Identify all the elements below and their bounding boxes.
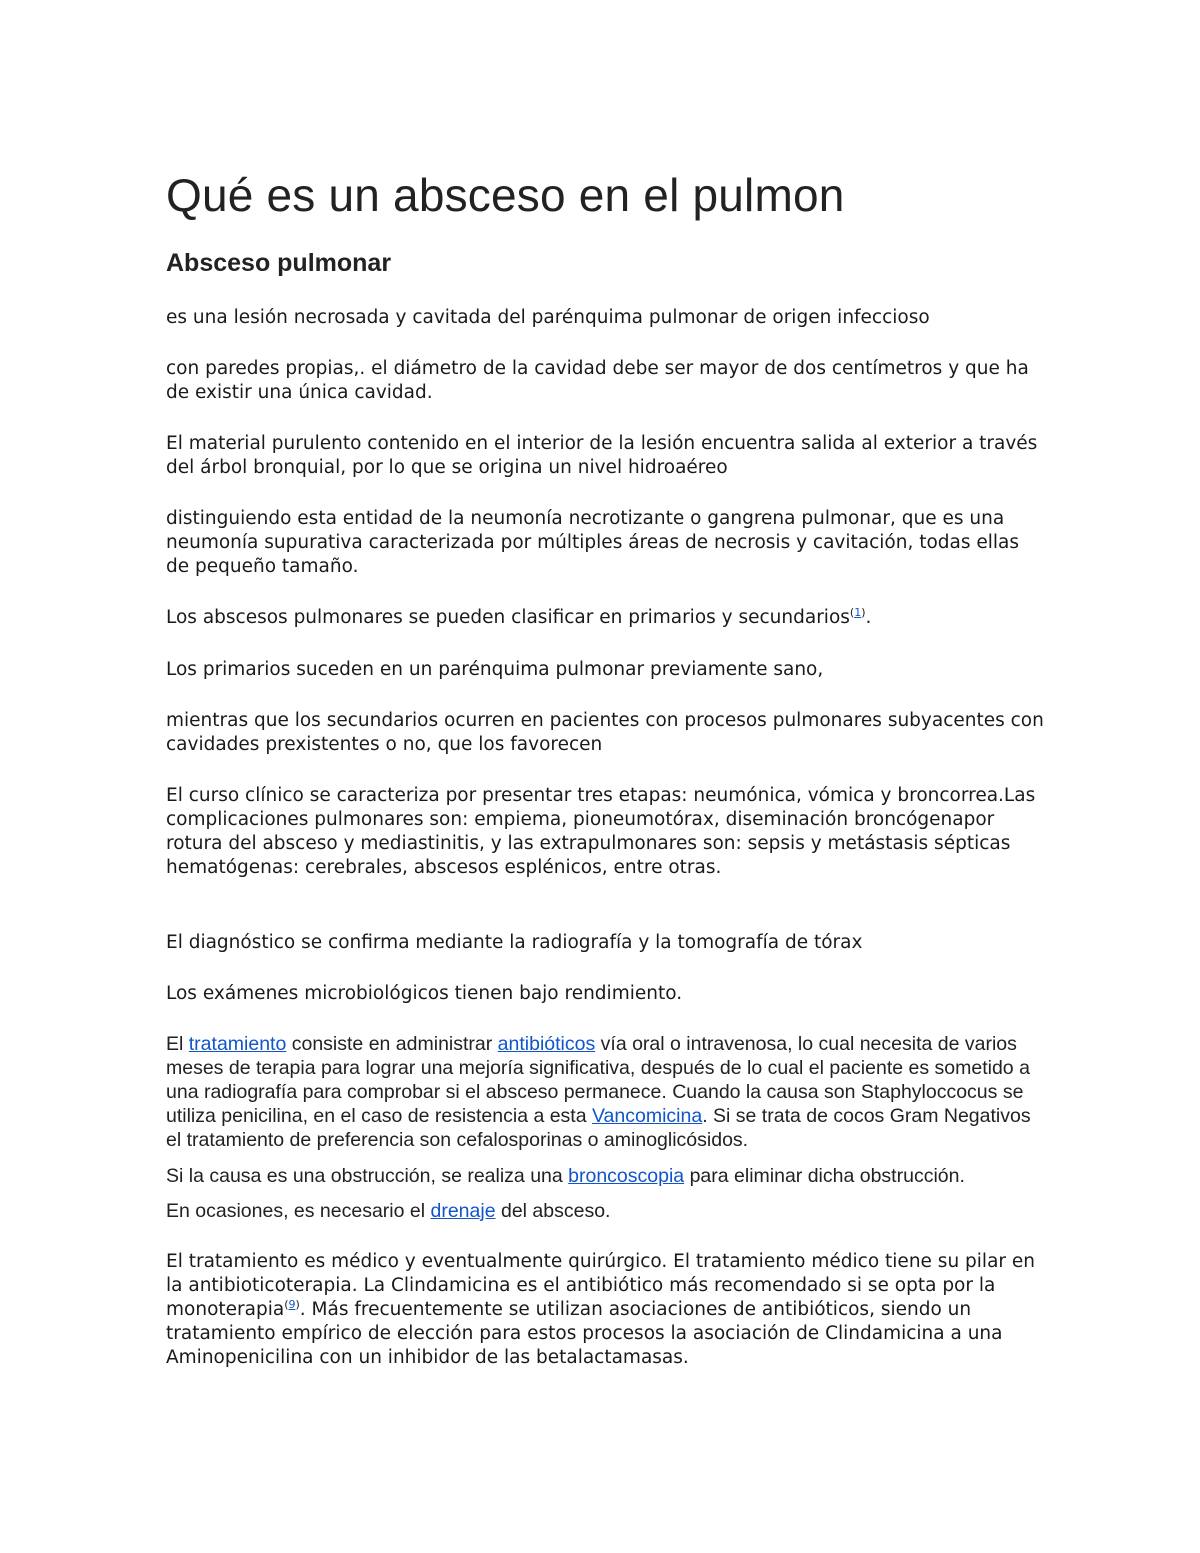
footnote-ref-9: (9) <box>284 1298 300 1311</box>
link-antibioticos[interactable]: antibióticos <box>497 1033 596 1055</box>
link-tratamiento[interactable]: tratamiento <box>188 1033 287 1055</box>
paragraph-primary: Los primarios suceden en un parénquima pulmonar previamente sano, <box>166 659 824 680</box>
section-heading: Absceso pulmonar <box>166 249 392 277</box>
page-title: Qué es un absceso en el pulmon <box>166 169 845 221</box>
footnote-ref-1: (1) <box>849 606 866 619</box>
classification-text: Los abscesos pulmonares se pueden clasificar en primarios y secundarios <box>166 607 850 628</box>
paragraph-classification: Los abscesos pulmonares se pueden clasificar en primarios y secundarios$^{(1)}$. <box>166 606 872 628</box>
paragraph-secondary: mientras que los secundarios ocurren en pacientes con procesos pulmonares subyacentes con cavidades prexistentes o no, que los favorecen <box>166 710 1044 755</box>
paragraph-diagnosis: El diagnóstico se confirma mediante la radiografía y la tomografía de tórax <box>166 932 863 953</box>
paragraph-purulent-material: El material purulento contenido en el interior de la lesión encuentra salida al exterior a través del árbol bronquial, por lo que se origina un nivel hidroaéreo <box>166 433 1038 478</box>
paragraph-drainage: En ocasiones, es necesario el drenaje del absceso. <box>166 1200 611 1222</box>
link-drenaje[interactable]: drenaje <box>430 1200 496 1222</box>
link-broncoscopia[interactable]: broncoscopia <box>568 1165 685 1187</box>
document-page <box>166 168 1046 1368</box>
paragraph-clinical-course: El curso clínico se caracteriza por presentar tres etapas: neumónica, vómica y broncorrea.Las complicaciones pulmonares son: empiema, pioneumotórax, diseminación broncógenapor rotura del absceso y mediastinitis, y las extrapulmonares son: sepsis y metástasis sépticas hematógenas: cerebrales, abscesos esplénicos, entre otras. <box>166 785 1036 878</box>
footnote-link-9[interactable]: 9 <box>288 1298 296 1311</box>
paragraph-obstruction: Si la causa es una obstrucción, se realiza una broncoscopia para eliminar dicha obstrucción. <box>166 1165 965 1187</box>
paragraph-microbiology: Los exámenes microbiológicos tienen bajo rendimiento. <box>166 983 683 1004</box>
paragraph-definition: es una lesión necrosada y cavitada del parénquima pulmonar de origen infeccioso <box>166 307 930 328</box>
paragraph-walls: con paredes propias,. el diámetro de la cavidad debe ser mayor de dos centímetros y que ha de existir una única cavidad. <box>166 358 1029 403</box>
paragraph-medical-treatment: El tratamiento es médico y eventualmente quirúrgico. El tratamiento médico tiene su pilar en la antibioticoterapia. La Clindamicina es el antibiótico más recomendado si se opta por la monoterapia$^{(9)}$. Más frecuentemente se utilizan asociaciones de antibióticos, siendo un tratamiento empírico de elección para estos procesos la asociación de Clindamicina a una Aminopenicilina con un inhibidor de las betalactamasas. <box>166 1251 1036 1368</box>
paragraph-necrotizing-pneumonia: distinguiendo esta entidad de la neumonía necrotizante o gangrena pulmonar, que es una neumonía supurativa caracterizada por múltiples áreas de necrosis y cavitación, todas ellas de pequeño tamaño. <box>166 508 1020 577</box>
link-vancomicina[interactable]: Vancomicina <box>592 1105 703 1127</box>
paragraph-treatment: El tratamiento consiste en administrar antibióticos vía oral o intravenosa, lo cual necesita de varios meses de terapia para lograr una mejoría significativa, después de lo cual el paciente es sometido a una radiografía para comprobar si el absceso permanece. Cuando la causa son Staphyloccocus se utiliza penicilina, en el caso de resistencia a esta Vancomicina. Si se trata de cocos Gram Negativos el tratamiento de preferencia son cefalosporinas o aminoglicósidos. <box>166 1033 1031 1151</box>
footnote-link-1[interactable]: 1 <box>854 606 862 619</box>
